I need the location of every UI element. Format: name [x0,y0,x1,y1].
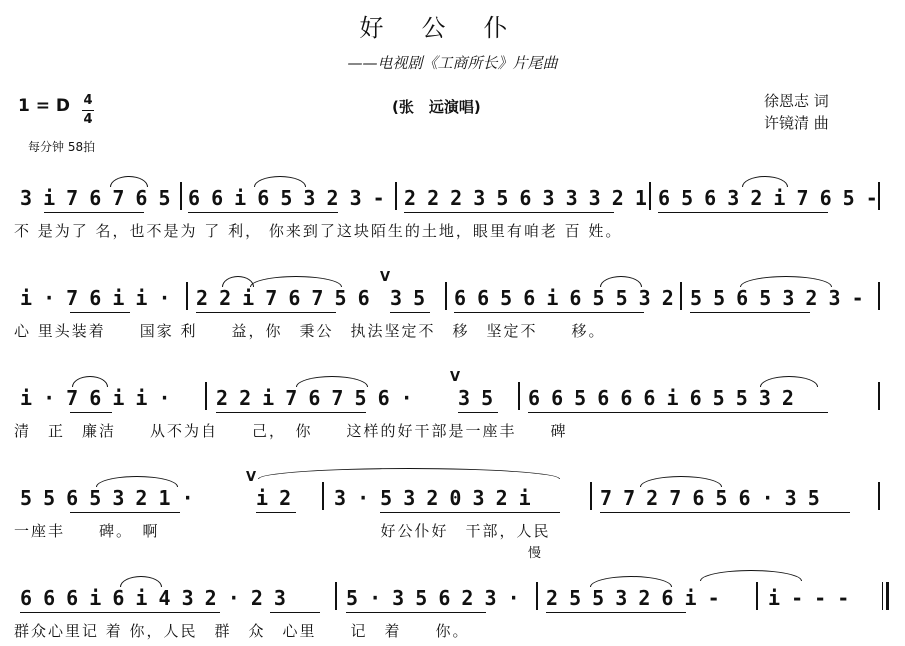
barline [445,282,447,310]
composer-credit: 许镜清 曲 [764,114,829,132]
barline [186,282,188,310]
slur [760,376,818,387]
barline [395,182,397,210]
measure: 6 6 5 6 6 6 i 6 5 5 3 2 [528,386,794,410]
singer-credit: (张 远演唱) [392,98,481,116]
time-signature [82,92,94,129]
beam-underline [658,212,828,213]
barline [536,582,538,610]
score-system-5 [0,546,905,646]
measure: 5 5 6 5 3 2 3 - [690,286,864,310]
slur [254,176,306,187]
measure: 2 5 5 3 2 6 i - [546,586,720,610]
breath-mark: V [380,270,391,285]
barline [180,182,182,210]
beam-underline [458,412,498,413]
measure: i · 7 6 i i · [20,386,171,410]
beam-underline [188,212,338,213]
beam-underline [454,312,644,313]
measure: 6 6 5 6 i 6 5 5 3 2 [454,286,674,310]
barline [878,482,880,510]
slur [600,276,642,287]
measure: 6 6 6 i 6 i 4 3 2 · 2 3 [20,586,286,610]
beam-underline [390,312,430,313]
beam-underline [70,512,180,513]
score-system-4 [0,472,905,552]
measure: 6 6 i 6 5 3 2 3 - [188,186,385,210]
lyrics-line: 清 正 廉洁 从不为自 己， 你 这样的好干部是一座丰 碑 [14,422,568,440]
measure: 2 2 i 7 6 7 5 6 · [216,386,413,410]
song-subtitle: ——电视剧《工商所长》片尾曲 [347,54,558,72]
measure: 3 · 5 3 2 0 3 2 i [334,486,531,510]
song-title: 好公仆 [359,14,546,42]
key-signature: 1 = D [18,96,71,116]
beam-underline [44,212,144,213]
notation-row [0,172,905,212]
beam-underline [690,312,810,313]
lyrics-line: 群众心里记 着 你，人民 群 众 心里 记 着 你。 [14,622,470,640]
measure: 3 5 [458,386,493,410]
notation-row [0,472,905,512]
barline [590,482,592,510]
lyrics-line: 一座丰 碑。 啊 好公仆好 干部，人民 [14,522,551,540]
measure: i - - - [768,586,849,610]
lyrics-line: 心 里头装着 国家 利 益，你 秉公 执法坚定不 移 坚定不 移。 [14,322,606,340]
barline [756,582,758,610]
measure: 3 i 7 6 7 6 5 [20,186,171,210]
barline [680,282,682,310]
measure: 2 2 2 3 5 6 3 3 3 2 1 [404,186,647,210]
beam-underline [70,412,112,413]
lyrics-line: 不 是为了 名，也不是为 了 利， 你来到了这块陌生的土地，眼里有咱老 百 姓。 [14,222,623,240]
time-signature-top: 4 [83,93,93,108]
beam-underline [216,412,366,413]
beam-underline [270,612,320,613]
beam-underline [196,312,336,313]
beam-underline [600,512,850,513]
measure: 5 5 6 5 3 2 1 · [20,486,194,510]
beam-underline [256,512,296,513]
measure: i · 7 6 i i · [20,286,171,310]
lyricist-credit: 徐恩志 词 [764,92,829,110]
beam-underline [546,612,686,613]
credits [764,90,829,134]
measure: i 2 [256,486,291,510]
beam-underline [346,612,486,613]
slur [740,276,832,287]
barline [878,182,880,210]
measure: 2 2 i 7 6 7 5 6 [196,286,370,310]
tempo-marking: 每分钟 58拍 [28,140,96,154]
slur [250,276,342,287]
slur [296,376,368,387]
score-system-2 [0,272,905,352]
beam-underline [20,612,220,613]
measure: 6 5 6 3 2 i 7 6 5 - [658,186,878,210]
breath-mark: V [450,370,461,385]
notation-row [0,572,905,612]
tie [700,570,802,581]
beam-underline [70,312,130,313]
measure: 7 7 2 7 6 5 6 · 3 5 [600,486,820,510]
barline [335,582,337,610]
slur [96,476,178,487]
barline [205,382,207,410]
slur [120,576,162,587]
score-system-1 [0,172,905,252]
slur [258,468,560,479]
notation-row [0,372,905,412]
slur [590,576,672,587]
slur [110,176,148,187]
barline [878,282,880,310]
time-signature-bottom: 4 [83,112,93,127]
measure: 5 · 3 5 6 2 3 · [346,586,520,610]
beam-underline [404,212,614,213]
score-system-3 [0,372,905,452]
barline [518,382,520,410]
final-barline [886,582,889,610]
breath-mark: V [246,470,257,485]
slur [742,176,788,187]
slur [72,376,108,387]
barline [878,382,880,410]
beam-underline [528,412,828,413]
beam-underline [380,512,560,513]
slur [640,476,722,487]
measure: 3 5 [390,286,425,310]
notation-row [0,272,905,312]
barline [649,182,651,210]
tempo-slow-mark: 慢 [528,546,542,561]
barline [322,482,324,510]
